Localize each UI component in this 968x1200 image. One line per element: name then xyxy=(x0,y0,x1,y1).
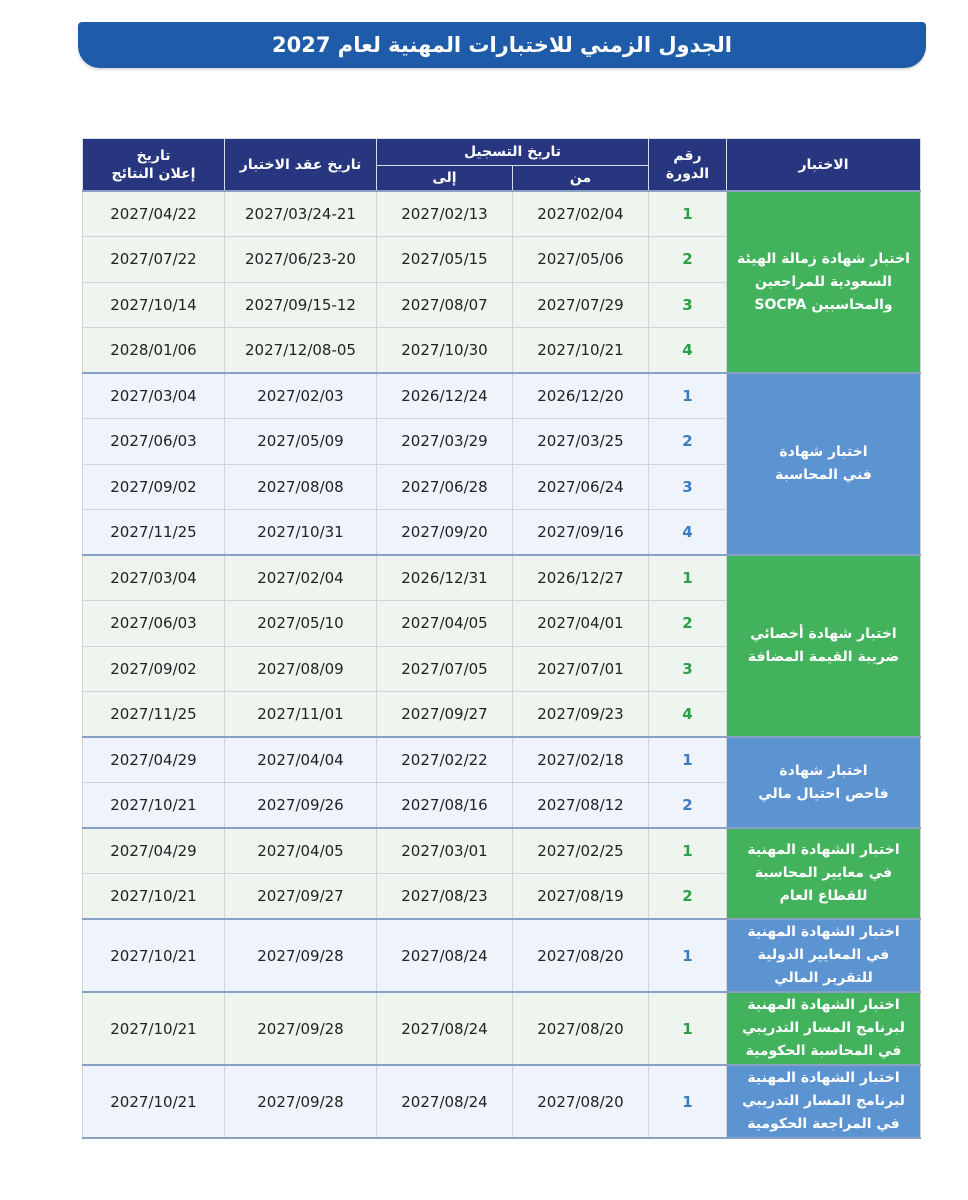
registration-from-cell: 2027/09/16 xyxy=(513,510,649,556)
results-date-cell: 2027/09/02 xyxy=(83,464,225,510)
results-date-cell: 2027/10/21 xyxy=(83,783,225,829)
registration-from-cell: 2026/12/20 xyxy=(513,373,649,419)
registration-to-cell: 2027/05/15 xyxy=(377,237,513,283)
exam-date-cell: 2027/10/31 xyxy=(225,510,377,556)
round-cell: 1 xyxy=(649,919,727,992)
round-cell: 2 xyxy=(649,601,727,647)
results-date-cell: 2027/04/29 xyxy=(83,828,225,874)
registration-to-cell: 2027/08/23 xyxy=(377,874,513,920)
exam-date-cell: 2027/03/24-21 xyxy=(225,191,377,237)
registration-from-cell: 2027/08/20 xyxy=(513,992,649,1065)
round-cell: 2 xyxy=(649,419,727,465)
results-date-cell: 2027/11/25 xyxy=(83,692,225,738)
exam-date-cell: 2027/09/26 xyxy=(225,783,377,829)
round-cell: 1 xyxy=(649,1065,727,1138)
registration-from-cell: 2026/12/27 xyxy=(513,555,649,601)
round-cell: 3 xyxy=(649,464,727,510)
table-row xyxy=(83,1065,921,1138)
exam-name-cell: اختبار الشهادة المهنية في معايير المحاسبة للقطاع العام xyxy=(727,828,921,919)
round-cell: 1 xyxy=(649,191,727,237)
schedule-body xyxy=(83,191,921,1138)
registration-from-cell: 2027/09/23 xyxy=(513,692,649,738)
page-title: الجدول الزمني للاختبارات المهنية لعام 2027 xyxy=(78,22,926,68)
exam-date-cell: 2027/04/05 xyxy=(225,828,377,874)
exam-date-cell: 2027/05/09 xyxy=(225,419,377,465)
registration-to-cell: 2027/02/22 xyxy=(377,737,513,783)
registration-to-cell: 2027/03/29 xyxy=(377,419,513,465)
exam-name-cell: اختبار الشهادة المهنية لبرنامج المسار التدريبي في المراجعة الحكومية xyxy=(727,1065,921,1138)
registration-to-cell: 2027/03/01 xyxy=(377,828,513,874)
registration-to-cell: 2027/08/07 xyxy=(377,282,513,328)
exam-date-cell: 2027/09/28 xyxy=(225,919,377,992)
results-date-cell: 2027/06/03 xyxy=(83,601,225,647)
round-cell: 4 xyxy=(649,328,727,374)
header-results xyxy=(83,139,225,192)
registration-from-cell: 2027/07/01 xyxy=(513,646,649,692)
exam-name-cell: اختبار الشهادة المهنية لبرنامج المسار التدريبي في المحاسبة الحكومية xyxy=(727,992,921,1065)
results-date-cell: 2027/03/04 xyxy=(83,373,225,419)
exam-date-cell: 2027/02/04 xyxy=(225,555,377,601)
registration-from-cell: 2027/02/25 xyxy=(513,828,649,874)
results-date-cell: 2027/10/14 xyxy=(83,282,225,328)
registration-from-cell: 2027/08/20 xyxy=(513,919,649,992)
exam-name-cell: اختبار شهادة فني المحاسبة xyxy=(727,373,921,555)
registration-from-cell: 2027/02/04 xyxy=(513,191,649,237)
round-cell: 3 xyxy=(649,282,727,328)
registration-from-cell: 2027/04/01 xyxy=(513,601,649,647)
results-date-cell: 2028/01/06 xyxy=(83,328,225,374)
registration-to-cell: 2027/10/30 xyxy=(377,328,513,374)
exam-date-cell: 2027/09/28 xyxy=(225,992,377,1065)
registration-from-cell: 2027/06/24 xyxy=(513,464,649,510)
exam-name-cell: اختبار الشهادة المهنية في المعايير الدولية للتقرير المالي xyxy=(727,919,921,992)
results-date-cell: 2027/03/04 xyxy=(83,555,225,601)
registration-to-cell: 2027/08/24 xyxy=(377,919,513,992)
exam-date-cell: 2027/04/04 xyxy=(225,737,377,783)
registration-to-cell: 2027/08/24 xyxy=(377,992,513,1065)
round-cell: 4 xyxy=(649,692,727,738)
registration-to-cell: 2027/09/27 xyxy=(377,692,513,738)
round-cell: 1 xyxy=(649,828,727,874)
results-date-cell: 2027/04/22 xyxy=(83,191,225,237)
exam-date-cell: 2027/08/08 xyxy=(225,464,377,510)
exam-date-cell: 2027/02/03 xyxy=(225,373,377,419)
exam-name-cell: اختبار شهادة زمالة الهيئة السعودية للمراجعين والمحاسبين SOCPA xyxy=(727,191,921,373)
exam-name-cell: اختبار شهادة فاحص احتيال مالي xyxy=(727,737,921,828)
results-date-cell: 2027/09/02 xyxy=(83,646,225,692)
round-cell: 1 xyxy=(649,373,727,419)
exam-date-cell: 2027/09/28 xyxy=(225,1065,377,1138)
exam-date-cell: 2027/06/23-20 xyxy=(225,237,377,283)
table-row xyxy=(83,992,921,1065)
table-row xyxy=(83,191,921,237)
registration-from-cell: 2027/03/25 xyxy=(513,419,649,465)
exam-name-cell: اختبار شهادة أخصائي ضريبة القيمة المضافة xyxy=(727,555,921,737)
table-row xyxy=(83,555,921,601)
table-row xyxy=(83,373,921,419)
registration-from-cell: 2027/08/20 xyxy=(513,1065,649,1138)
registration-from-cell: 2027/10/21 xyxy=(513,328,649,374)
registration-from-cell: 2027/02/18 xyxy=(513,737,649,783)
round-cell: 2 xyxy=(649,783,727,829)
registration-to-cell: 2027/08/24 xyxy=(377,1065,513,1138)
exam-date-cell: 2027/09/27 xyxy=(225,874,377,920)
table-row xyxy=(83,919,921,992)
registration-to-cell: 2026/12/31 xyxy=(377,555,513,601)
header-round-label: رقم الدورة xyxy=(665,147,710,182)
header-registration: تاريخ التسجيل xyxy=(377,139,649,166)
results-date-cell: 2027/10/21 xyxy=(83,992,225,1065)
round-cell: 1 xyxy=(649,555,727,601)
exam-date-cell: 2027/11/01 xyxy=(225,692,377,738)
round-cell: 1 xyxy=(649,737,727,783)
registration-to-cell: 2027/09/20 xyxy=(377,510,513,556)
registration-to-cell: 2027/02/13 xyxy=(377,191,513,237)
registration-from-cell: 2027/07/29 xyxy=(513,282,649,328)
registration-from-cell: 2027/08/19 xyxy=(513,874,649,920)
results-date-cell: 2027/06/03 xyxy=(83,419,225,465)
header-exam-date: تاريخ عقد الاختبار xyxy=(225,139,377,192)
results-date-cell: 2027/10/21 xyxy=(83,919,225,992)
round-cell: 4 xyxy=(649,510,727,556)
registration-from-cell: 2027/08/12 xyxy=(513,783,649,829)
exam-date-cell: 2027/12/08-05 xyxy=(225,328,377,374)
exam-date-cell: 2027/08/09 xyxy=(225,646,377,692)
registration-to-cell: 2026/12/24 xyxy=(377,373,513,419)
header-exam: الاختبار xyxy=(727,139,921,192)
table-row xyxy=(83,737,921,783)
registration-to-cell: 2027/06/28 xyxy=(377,464,513,510)
header-from: من xyxy=(513,166,649,192)
round-cell: 2 xyxy=(649,874,727,920)
registration-from-cell: 2027/05/06 xyxy=(513,237,649,283)
table-row xyxy=(83,828,921,874)
header-results-label: تاريخ إعلان النتائج xyxy=(111,147,196,182)
round-cell: 1 xyxy=(649,992,727,1065)
exam-schedule-table xyxy=(82,138,921,1139)
exam-date-cell: 2027/05/10 xyxy=(225,601,377,647)
exam-date-cell: 2027/09/15-12 xyxy=(225,282,377,328)
results-date-cell: 2027/04/29 xyxy=(83,737,225,783)
registration-to-cell: 2027/04/05 xyxy=(377,601,513,647)
header-to: إلى xyxy=(377,166,513,192)
results-date-cell: 2027/10/21 xyxy=(83,874,225,920)
header-round xyxy=(649,139,727,192)
results-date-cell: 2027/11/25 xyxy=(83,510,225,556)
round-cell: 3 xyxy=(649,646,727,692)
results-date-cell: 2027/10/21 xyxy=(83,1065,225,1138)
results-date-cell: 2027/07/22 xyxy=(83,237,225,283)
registration-to-cell: 2027/07/05 xyxy=(377,646,513,692)
registration-to-cell: 2027/08/16 xyxy=(377,783,513,829)
round-cell: 2 xyxy=(649,237,727,283)
